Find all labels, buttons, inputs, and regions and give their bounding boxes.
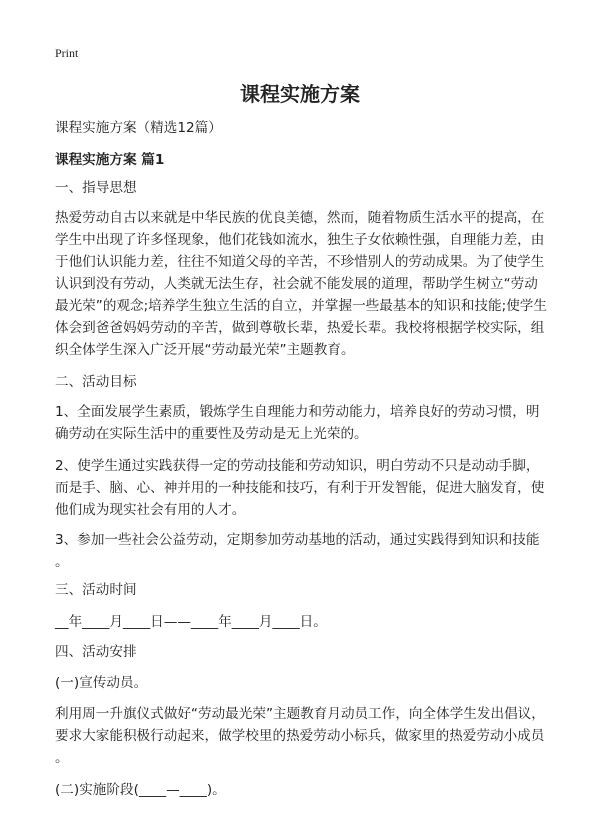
text-line: 他们成为现实社会有用的人才。 — [55, 502, 246, 518]
subheading-mobilization: (一)宣传动员。 — [55, 675, 148, 691]
paragraph-guiding-ideology — [55, 207, 547, 361]
document-title: 课程实施方案 — [240, 82, 360, 106]
section-title: 课程实施方案 篇1 — [55, 152, 165, 168]
text-line: 。 — [55, 554, 69, 570]
goal-1 — [55, 401, 539, 445]
text-line: 1、全面发展学生素质，锻炼学生自理能力和劳动能力，培养良好的劳动习惯，明 — [55, 404, 540, 420]
date-range: __年____月____日——____年____月____日。 — [55, 614, 327, 630]
text-line: 。 — [55, 750, 69, 766]
heading-guiding-ideology: 一、指导思想 — [55, 180, 137, 196]
text-line: 最光荣”的观念;培养学生独立生活的自立，并掌握一些最基本的知识和技能;使学生 — [55, 298, 547, 314]
text-line: 要求大家能积极行动起来，做学校里的热爱劳动小标兵，做家里的热爱劳动小成员 — [55, 728, 545, 744]
text-line: 织全体学生深入广泛开展“劳动最光荣”主题教育。 — [55, 342, 355, 358]
text-line: 热爱劳动自古以来就是中华民族的优良美德，然而，随着物质生活水平的提高，在 — [55, 210, 545, 226]
goal-3 — [55, 529, 539, 573]
text-line: 体会到爸爸妈妈劳动的辛苦，做到尊敬长辈，热爱长辈。我校将根据学校实际，组 — [55, 320, 545, 336]
heading-time: 三、活动时间 — [55, 582, 137, 598]
text-line: 学生中出现了许多怪现象，他们花钱如流水，独生子女依赖性强，自理能力差，由 — [55, 232, 545, 248]
goal-2 — [55, 455, 544, 521]
text-line: 3、参加一些社会公益劳动，定期参加劳动基地的活动，通过实践得到知识和技能 — [55, 532, 540, 548]
text-line: 确劳动在实际生活中的重要性及劳动是无上光荣的。 — [55, 426, 368, 442]
heading-arrangement: 四、活动安排 — [55, 644, 137, 660]
print-link[interactable]: Print — [55, 46, 79, 60]
paragraph-mobilization — [55, 703, 545, 769]
subheading-implementation: (二)实施阶段(____—____)。 — [55, 782, 226, 798]
heading-goals: 二、活动目标 — [55, 374, 137, 390]
text-line: 2、使学生通过实践获得一定的劳动技能和劳动知识，明白劳动不只是动动手脚， — [55, 458, 540, 474]
text-line: 而是手、脑、心、神并用的一种技能和技巧，有利于开发智能，促进大脑发育，使 — [55, 480, 545, 496]
text-line: 利用周一升旗仪式做好“劳动最光荣”主题教育月动员工作，向全体学生发出倡议， — [55, 706, 545, 722]
text-line: 于他们认识能力差，往往不知道父母的辛苦，不珍惜别人的劳动成果。为了使学生 — [55, 254, 545, 270]
text-line: 认识到没有劳动，人类就无法生存，社会就不能发展的道理，帮助学生树立“劳动 — [55, 276, 538, 292]
subtitle: 课程实施方案（精选12篇） — [55, 120, 222, 136]
